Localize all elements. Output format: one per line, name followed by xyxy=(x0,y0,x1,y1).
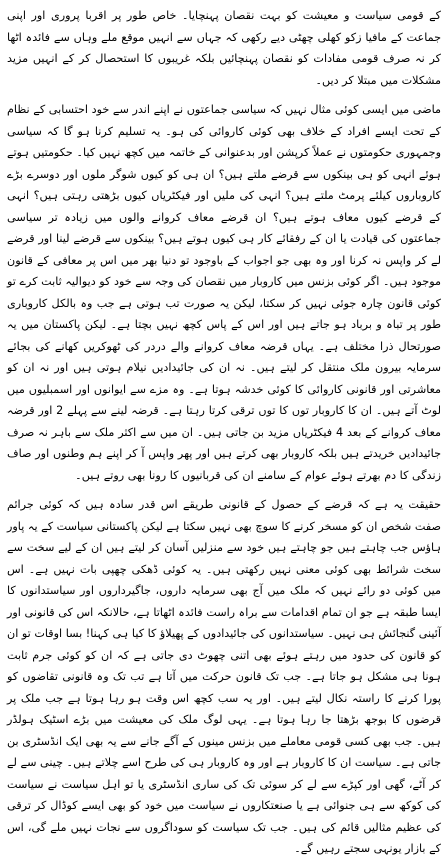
paragraph-1: کے قومی سیاست و معیشت کو بہت نقصان پہنچایا۔ خاص طور پر اقربا پروری اور اپنی جماعت کے مافیا زکو کھلی چھٹی دیے رکھی کہ جہاں سے انہیں موقع ملے وہاں سے فائدہ اٹھا کر نہ صرف قومی مفادات کو نقصان پہنچائیں بلکہ غریبوں کا استحصال کر کے انہیں مزید مشکلات میں مبتلا کر دیں۔ xyxy=(7,9,441,87)
paragraph-2: ماضی میں ایسی کوئی مثال نہیں کہ سیاسی جماعتوں نے اپنے اندر سے خود احتسابی کے نظام کے تحت ایسے افراد کے خلاف بھی کوئی کاروائی کی ہو۔ یہ تسلیم کرنا ہو گا کہ سیاسی وجمہوری حکومتوں نے عملاً کرپشن اور بدعنوانی کے خاتمہ میں کچھ نہیں کیا۔ حکومتیں ہوتے ہوئے انہی کو ہی بینکوں سے قرضے ملتے ہیں؟ ان ہی کو کیوں شوگر ملوں اور دوسرے بڑے کاروباروں کیلئے پرمٹ ملتے ہیں؟ انہی کی ملیں اور فیکٹریاں کیوں بڑھتی رہتی ہیں؟ انہی کے قرضے کیوں معاف ہوتے ہیں؟ ان قرضے معاف کروانے والوں میں زیادہ تر سیاسی جماعتوں کی قیادت یا ان کے رفقائے کار ہی کیوں ہوتے ہیں؟ بینکوں سے قرضے لینا اور قرضے لے کر واپس نہ کرنا اور وہ بھی جو اجواب کے باوجود تو دنیا بھر میں اس پر معافی کے قانون موجود ہیں۔ اگر کوئی بزنس میں کاروبار میں نقصان کی وجہ سے خود کو دیوالیہ ثابت کرے تو کوئی قانون چارہ جوئی نہیں کر سکتا، لیکن یہ صورت تب ہوتی ہے جب وہ بالکل کاروباری طور پر تباہ و برباد ہو جاتے ہیں اور اس کے پاس کچھ نہیں بچتا ہے۔ لیکن پاکستان میں یہ صورتحال ذرا مختلف ہے۔ یہاں قرضہ معاف کروانے والے دردر کی ٹھوکریں کھانے کی بجائے سرمایہ بیرون ملک منتقل کر لیتے ہیں۔ نہ ان کی جائیدادیں نیلام ہوتی ہیں اور نہ ان کو معاشرتی اور قانونی کاروائی کا کوئی خدشہ ہوتا ہے۔ وہ مزے سے ایوانوں اور اسمبلیوں میں لوٹ آتے ہیں۔ ان کا کاروبار توں کا توں ترقی کرتا رہتا ہے۔ قرضہ لینے سے پہلے 2 اور قرضہ معاف کروانے کے بعد 4 فیکٹریاں مزید بن جاتی ہیں۔ ان میں سے اکثر ملک سے باہر نہ صرف جائیدادیں خریدتے ہیں بلکہ کاروبار بھی کرتے ہیں اور پھر واپس آ کر اپنے ہم وطنوں اور صاف زندگی کا دم بھرتے ہوئے عوام کے سامنے ان کی قربانیوں کا رونا بھی روتے ہیں۔ xyxy=(7,103,442,482)
paragraph-3: حقیقت یہ ہے کہ قرضے کے حصول کے قانونی طریقے اس قدر سادہ ہیں کہ کوئی جرائم صفت شخص ان کو مسخر کرنے کا سوچ بھی نہیں سکتا ہے لیکن پاکستانی سیاست کے یہ پاور ہاؤس جب چاہتے ہیں جو چاہتے ہیں خود سے منزلیں آسان کر لیتے ہیں ان کے لیے سخت سے سخت شرائط بھی کوئی معنی نہیں رکھتی ہیں۔ یہ کوئی ڈھکی چھپی بات نہیں ہے۔ اس میں کوئی دو رائے نہیں کہ ملک میں آج بھی سرمایہ داروں، جاگیرداروں اور سیاستدانوں کا ایسا طبقہ ہے جو ان تمام اقدامات سے براہ راست فائدہ اٹھاتا ہے، حالانکہ اس کی قانونی اور آئینی گنجائش ہی نہیں۔ سیاستدانوں کی جائیدادوں کے پھیلاؤ کا کیا ہی کہنا! بسا اوقات تو ان کو قانون کی حدود میں رہتے ہوئے بھی اتنی چھوٹ دی جاتی ہے کہ ان کو کوئی جرم ثابت ہونا ہی مشکل ہو جاتا ہے۔ جب تک قانون حرکت میں آتا ہے تب تک وہ قانونی تقاضوں کو پورا کرنے کا راستہ نکال لیتے ہیں۔ اور یہ سب کچھ اس وقت ہو رہا ہوتا ہے جب ملک پر قرضوں کا بوجھ بڑھتا جا رہا ہوتا ہے۔ یہی لوگ ملک کی معیشت میں بڑے اسٹیک ہولڈر ہیں۔ جب بھی کسی قومی معاملے میں بزنس مینوں کے آگے جانے سے یہ بھی ایک انڈسٹری بن جاتی ہے۔ سیاست ان کا کاروبار ہے اور وہ کاروبار ہی کی طرح اسے چلاتے ہیں۔ چینی سے لے کر آٹے، گھی اور کپڑے سے لے کر سوئی تک کی ساری انڈسٹری یا تو اہل سیاست نے سیاست کی کوکھ سے ہی جنوائی ہے یا صنعتکاروں نے سیاست میں خود کو بھی ایسے کوڈال کر ترقی کی عظیم مثالیں قائم کی ہیں۔ جب تک سیاست کو سوداگروں سے نجات نہیں ملے گی، اس کے بازار یونہی سجتے رہیں گے۔ xyxy=(7,498,441,855)
